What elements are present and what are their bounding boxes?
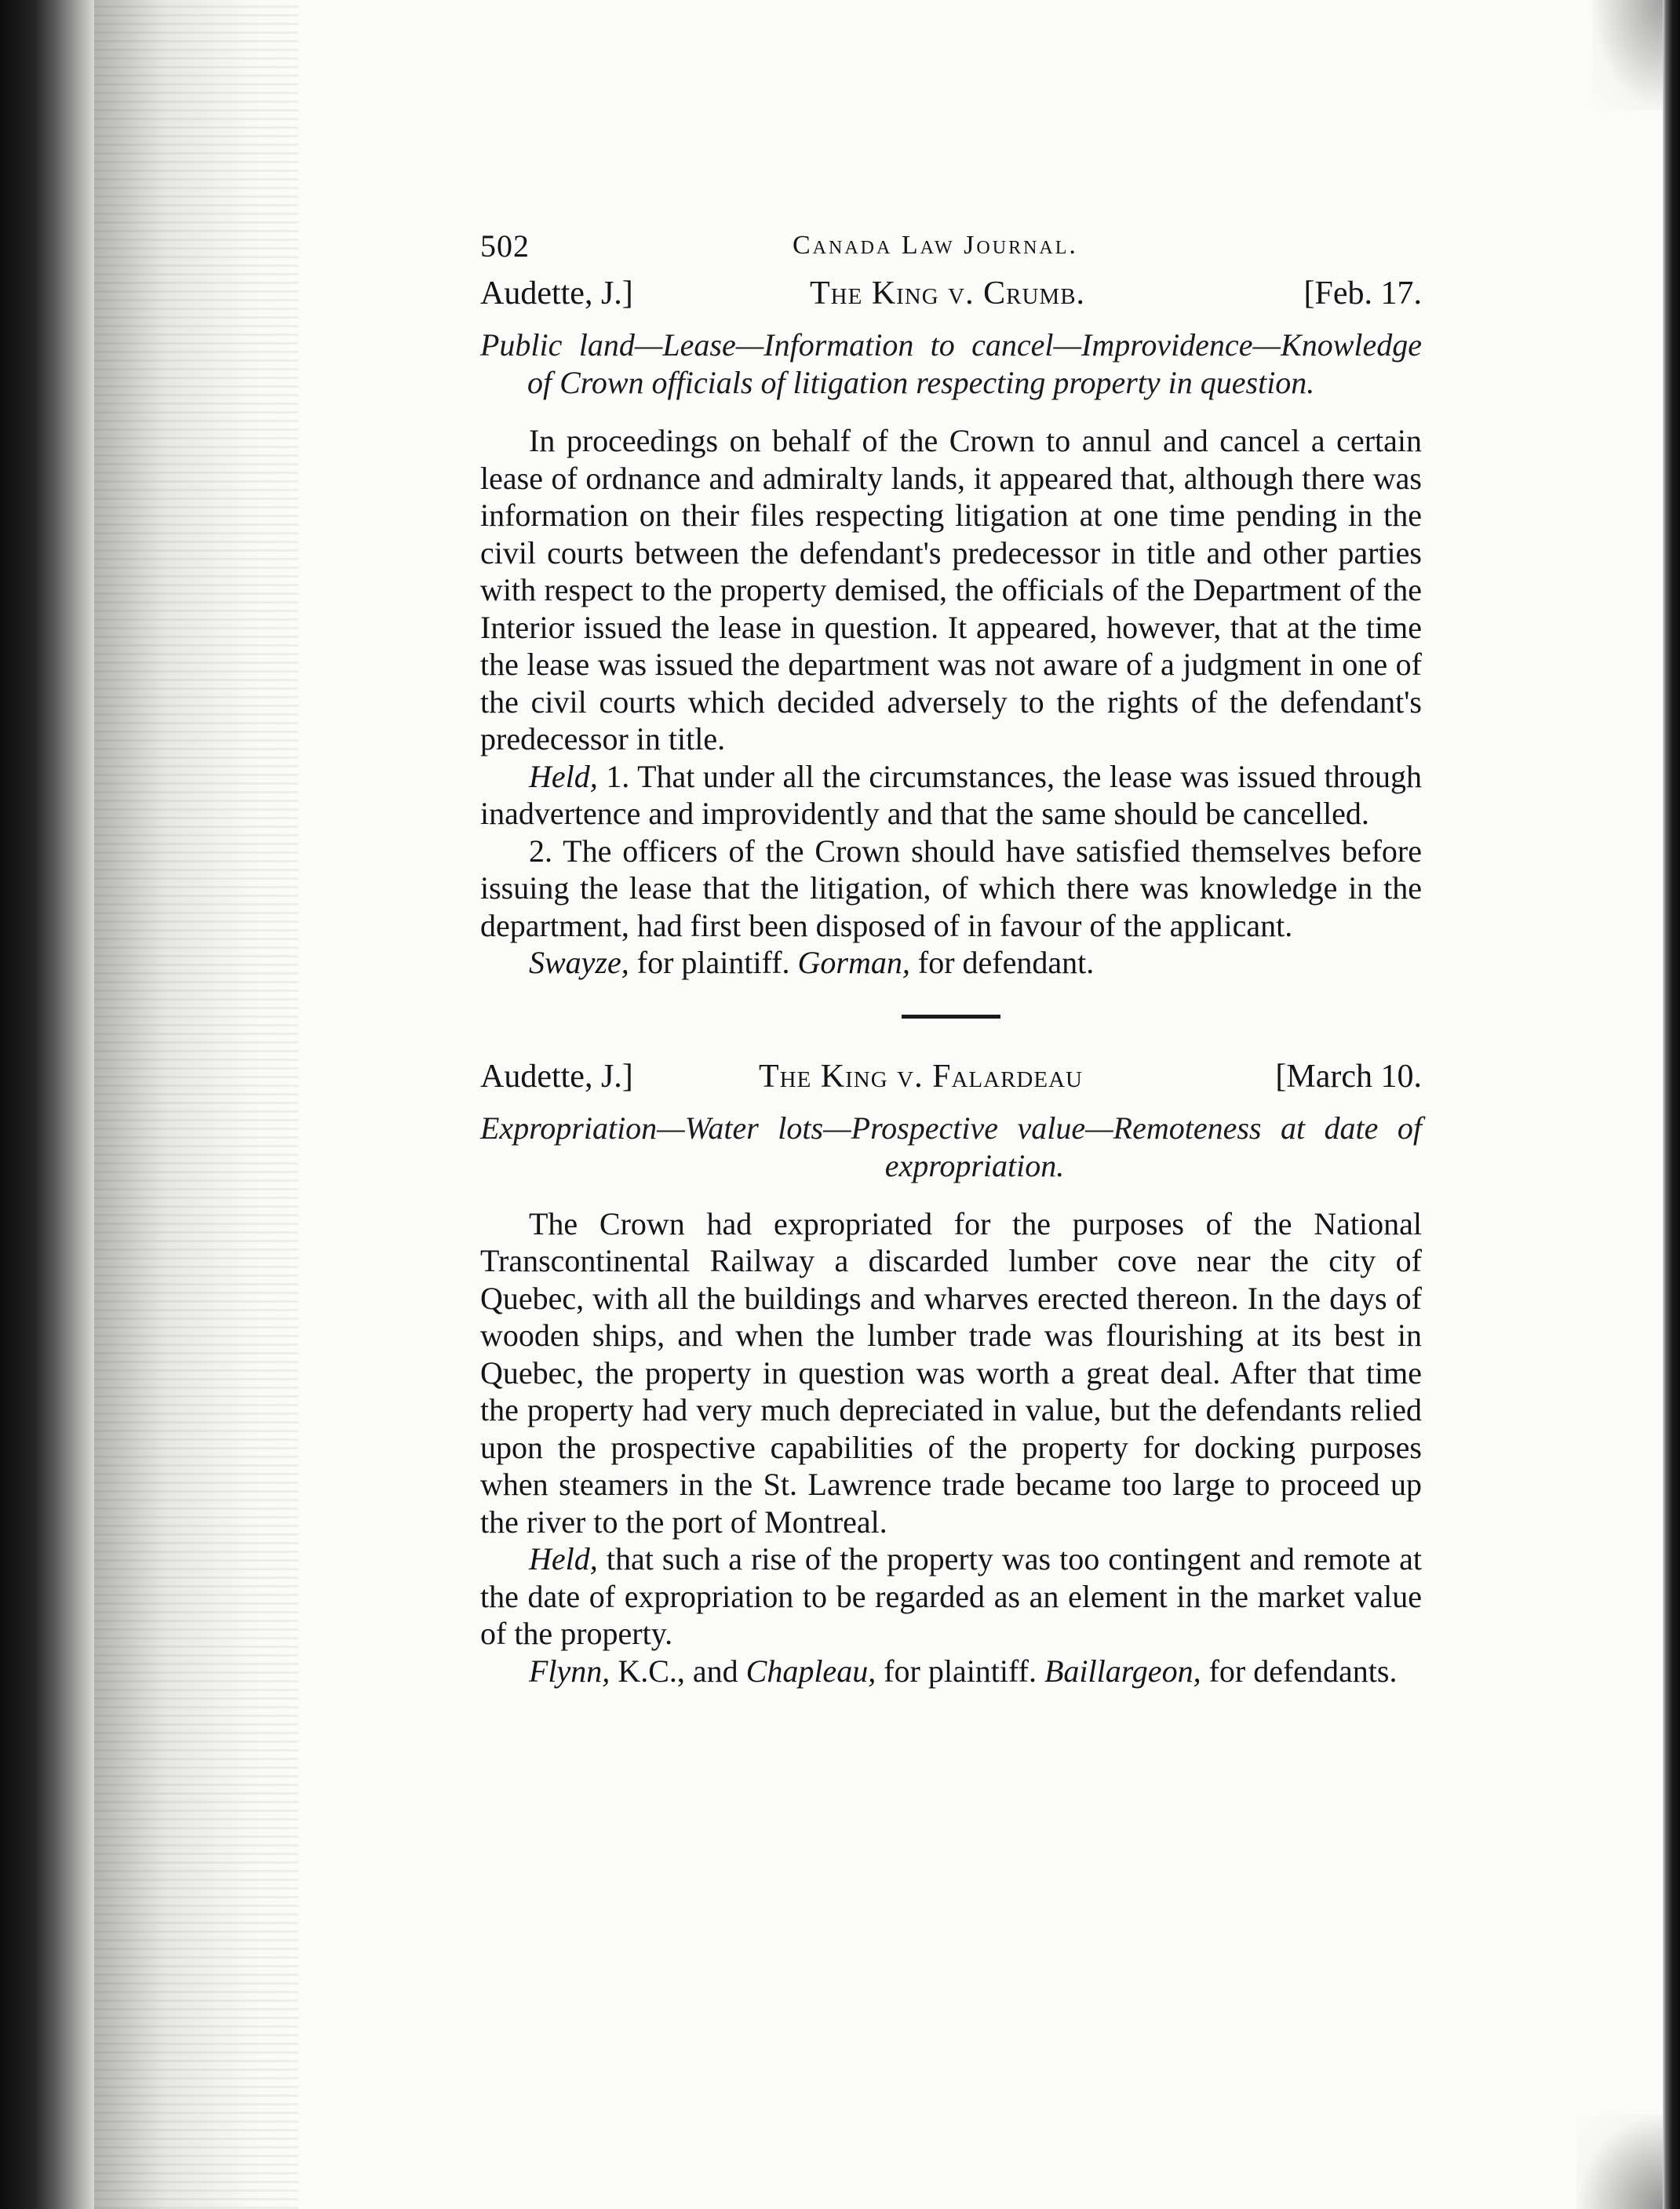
counsel-name: Baillargeon, [1044, 1653, 1201, 1689]
scan-corner-shadow-bottom-right [1576, 2115, 1663, 2209]
held-text-1: 1. That under all the circumstances, the lease was issued through inadvertence and improvidently and that the same should be cancelled. [480, 758, 1423, 831]
counsel-plaintiff-name: Swayze, [529, 945, 629, 980]
journal-page [480, 228, 1422, 1690]
case-heading [480, 275, 1422, 326]
scan-binding-speckle [94, 0, 298, 2209]
case-facts-paragraph: In proceedings on behalf of the Crown to annul and cancel a certain lease of ordnance and admiralty lands, it appeared that, although there was information on their files respecting litigation at one time pending in the civil courts between the defendant's predecessor in title and other parties with respect to the property demised, the officials of the Department of the Interior issued the lease in question. It appeared, however, that at the time the lease was issued the department was not aware of a judgment in one of the civil courts which decided adversely to the rights of the defendant's predecessor in title. [480, 423, 1422, 756]
held-text: that such a rise of the property was too contingent and remote at the date of expropriation to be regarded as an element in the market value of the property. [480, 1541, 1422, 1651]
counsel-text: K.C., and [618, 1653, 738, 1689]
case-date: [March 10. [1275, 1058, 1422, 1095]
held-paragraph-1 [480, 758, 1422, 833]
counsel-defendant-name: Gorman, [797, 945, 910, 980]
counsel-line [480, 944, 1422, 982]
counsel-plaintiff-text: for plaintiff. [636, 945, 790, 980]
case-headnote: Public land—Lease—Information to cancel—Improvidence—Knowledge of Crown officials of litigation respecting property in question. [480, 327, 1422, 400]
page-number: 502 [480, 228, 530, 264]
counsel-defendant-text: for defendant. [917, 945, 1095, 980]
held-paragraph-2: 2. The officers of the Crown should have satisfied themselves before issuing the lease that the litigation, of which there was knowledge in the department, had first been disposed of in favour of the applicant. [480, 833, 1422, 943]
held-paragraph [480, 1540, 1422, 1653]
case-title: The King v. Falardeau [759, 1058, 1083, 1095]
counsel-text: for plaintiff. [884, 1653, 1037, 1689]
journal-title: Canada Law Journal. [793, 231, 1078, 260]
case-heading [480, 1058, 1422, 1110]
scan-binding-shadow-right [1663, 0, 1680, 2209]
case-headnote: Expropriation—Water lots—Prospective value—Remoteness at date of expropriation. [480, 1110, 1422, 1183]
counsel-text: for defendants. [1208, 1653, 1398, 1689]
counsel-name: Flynn, [529, 1653, 610, 1689]
case-date: [Feb. 17. [1303, 275, 1422, 312]
case-title: The King v. Crumb. [810, 275, 1086, 312]
counsel-line [480, 1653, 1422, 1690]
held-label: Held, [529, 1541, 598, 1577]
case-judge: Audette, J.] [480, 1058, 633, 1095]
held-label: Held, [529, 758, 598, 794]
scan-corner-shadow-top-right [1592, 0, 1663, 110]
case-facts-paragraph: The Crown had expropriated for the purposes of the National Transcontinental Railway a discarded lumber cove near the city of Quebec, with all the buildings and wharves erected thereon. In the days of wooden ships, and when the lumber trade was flourishing at its best in Quebec, the property in question was worth a great deal. After that time the property had very much depreciated in value, but the defendants relied upon the prospective capabilities of the property for docking purposes when steamers in the St. Lawrence trade became too large to proceed up the river to the port of Montreal. [480, 1205, 1422, 1540]
running-head [480, 228, 1422, 275]
scan-binding-shadow-left [0, 0, 94, 2209]
case-divider-rule [902, 1015, 1000, 1019]
case-judge: Audette, J.] [480, 275, 633, 312]
counsel-name: Chapleau, [745, 1653, 876, 1689]
